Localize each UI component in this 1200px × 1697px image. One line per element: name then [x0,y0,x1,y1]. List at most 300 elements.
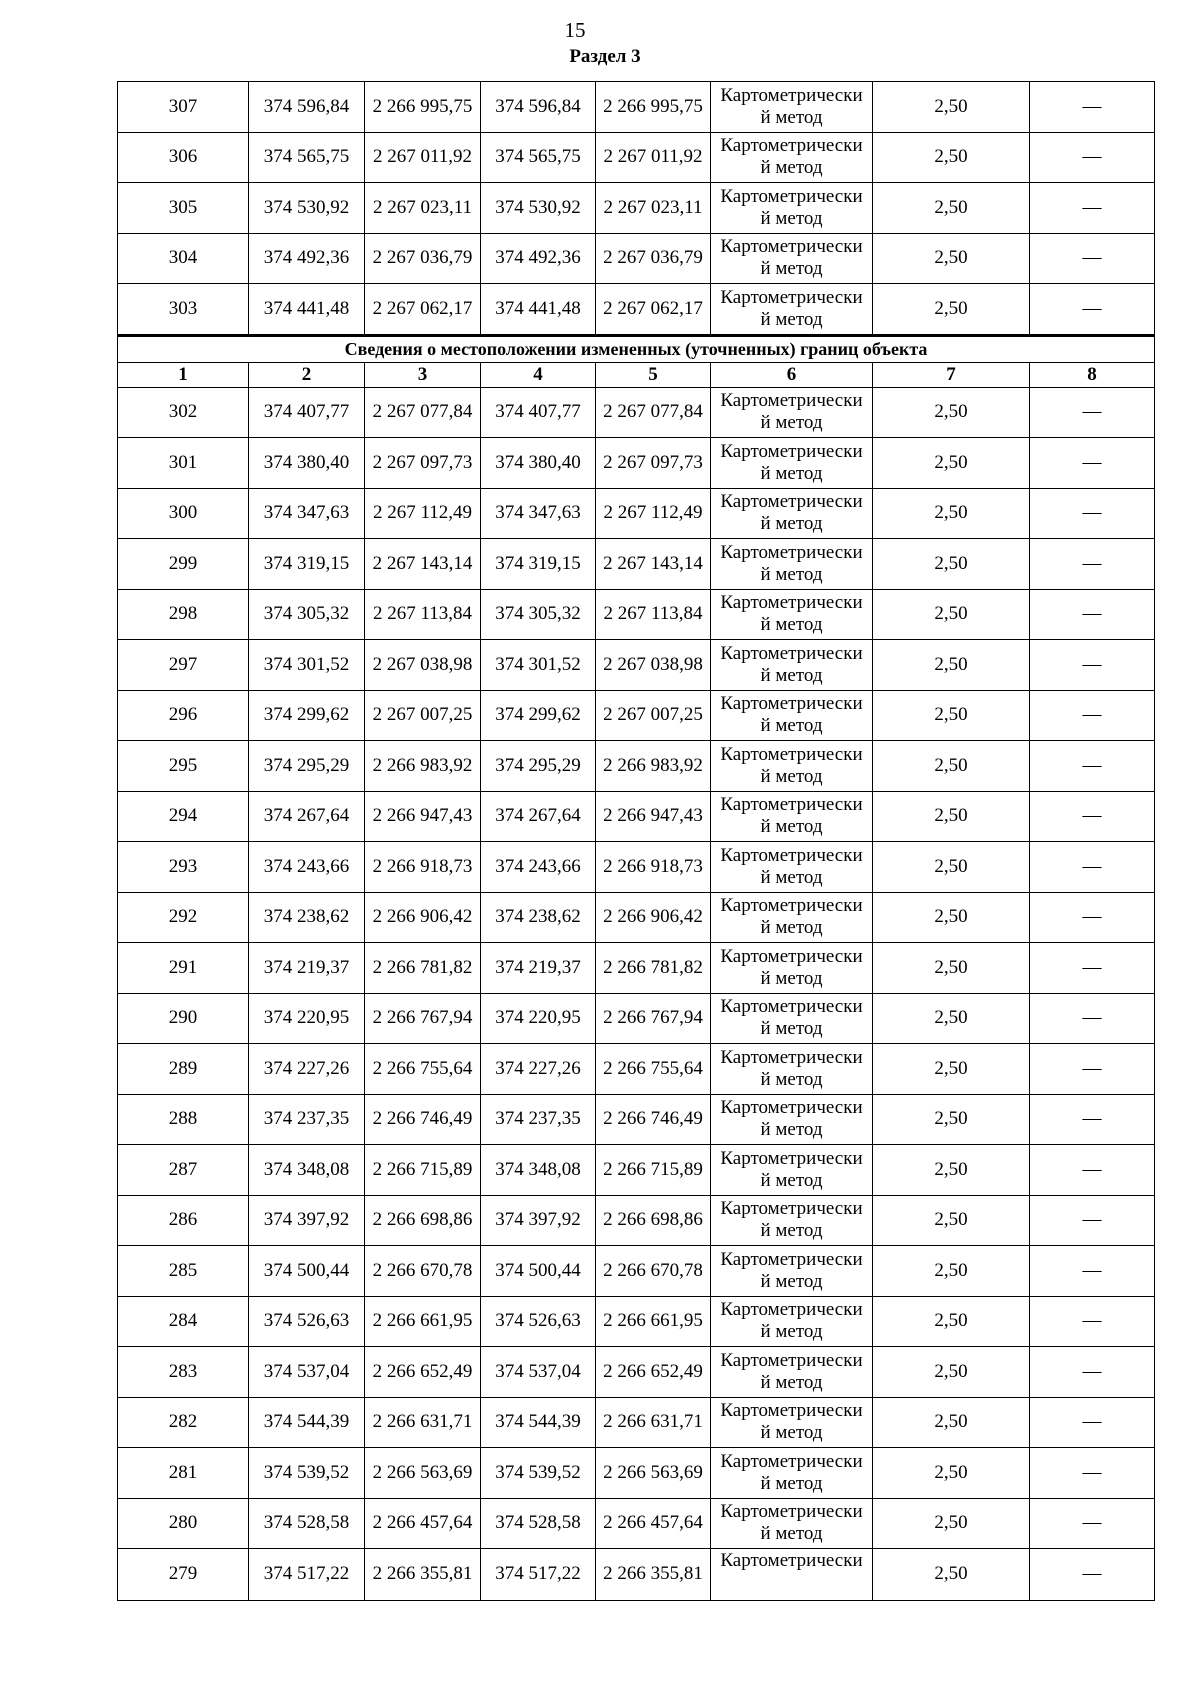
y-coordinate-new: 2 267 023,11 [596,183,711,234]
accuracy: 2,50 [873,1448,1030,1499]
y-coordinate: 2 267 011,92 [365,132,481,183]
y-coordinate: 2 267 062,17 [365,284,481,336]
table-row [118,640,1155,691]
method-cell [711,438,873,489]
x-coordinate-new: 374 305,32 [481,589,596,640]
method-cell [711,690,873,741]
x-coordinate: 374 517,22 [249,1549,365,1601]
accuracy: 2,50 [873,1094,1030,1145]
method-line: Картометрически [720,491,863,513]
description: — [1030,1296,1155,1347]
accuracy: 2,50 [873,1246,1030,1297]
point-number: 295 [118,741,249,792]
accuracy: 2,50 [873,640,1030,691]
x-coordinate-new: 374 220,95 [481,993,596,1044]
method-cell [711,589,873,640]
y-coordinate: 2 267 036,79 [365,233,481,284]
table-row [118,1549,1155,1601]
accuracy: 2,50 [873,943,1030,994]
method-line: й метод [760,1472,823,1494]
method-line: й метод [760,1018,823,1040]
y-coordinate-new: 2 266 995,75 [596,82,711,133]
description: — [1030,1145,1155,1196]
method-line: Картометрически [720,390,863,412]
x-coordinate-new: 374 596,84 [481,82,596,133]
method-cell [711,183,873,234]
table-row [118,82,1155,133]
method-cell [711,1145,873,1196]
y-coordinate: 2 266 906,42 [365,892,481,943]
accuracy: 2,50 [873,183,1030,234]
x-coordinate-new: 374 380,40 [481,438,596,489]
method-cell [711,1347,873,1398]
x-coordinate-new: 374 544,39 [481,1397,596,1448]
y-coordinate: 2 266 631,71 [365,1397,481,1448]
table-row [118,842,1155,893]
point-number: 303 [118,284,249,336]
x-coordinate-new: 374 227,26 [481,1044,596,1095]
y-coordinate-new: 2 266 355,81 [596,1549,711,1601]
x-coordinate-new: 374 267,64 [481,791,596,842]
method-cell [711,233,873,284]
column-number-row [118,362,1155,387]
x-coordinate-new: 374 441,48 [481,284,596,336]
table-row [118,1448,1155,1499]
method-line: й метод [760,816,823,838]
y-coordinate-new: 2 267 036,79 [596,233,711,284]
method-line: й метод [760,967,823,989]
description: — [1030,1195,1155,1246]
x-coordinate: 374 237,35 [249,1094,365,1145]
method-cell [711,1498,873,1549]
x-coordinate: 374 299,62 [249,690,365,741]
point-number: 306 [118,132,249,183]
method-line: Картометрически [720,440,863,462]
table-row [118,1498,1155,1549]
accuracy: 2,50 [873,1498,1030,1549]
section-title: Раздел 3 [569,46,641,67]
accuracy: 2,50 [873,132,1030,183]
description: — [1030,993,1155,1044]
y-coordinate: 2 266 983,92 [365,741,481,792]
method-cell [711,284,873,336]
y-coordinate-new: 2 266 631,71 [596,1397,711,1448]
method-line: й метод [760,1119,823,1141]
description: — [1030,1246,1155,1297]
method-line: Картометрически [720,1349,863,1371]
y-coordinate: 2 266 755,64 [365,1044,481,1095]
x-coordinate: 374 243,66 [249,842,365,893]
method-line: й метод [760,157,823,179]
y-coordinate: 2 267 143,14 [365,539,481,590]
point-number: 282 [118,1397,249,1448]
table-row [118,741,1155,792]
table-row [118,1347,1155,1398]
x-coordinate: 374 305,32 [249,589,365,640]
x-coordinate-new: 374 517,22 [481,1549,596,1601]
y-coordinate-new: 2 266 670,78 [596,1246,711,1297]
accuracy: 2,50 [873,993,1030,1044]
y-coordinate-new: 2 266 746,49 [596,1094,711,1145]
point-number: 280 [118,1498,249,1549]
rows-after [118,387,1155,1600]
method-line: Картометрически [720,1147,863,1169]
x-coordinate: 374 544,39 [249,1397,365,1448]
description: — [1030,539,1155,590]
point-number: 292 [118,892,249,943]
column-number: 6 [711,362,873,387]
accuracy: 2,50 [873,539,1030,590]
accuracy: 2,50 [873,741,1030,792]
table-row [118,183,1155,234]
method-line: й метод [760,462,823,484]
method-line: й метод [760,1422,823,1444]
y-coordinate-new: 2 267 143,14 [596,539,711,590]
accuracy: 2,50 [873,1044,1030,1095]
method-line: й метод [760,1523,823,1545]
x-coordinate-new: 374 530,92 [481,183,596,234]
method-line: Картометрически [720,844,863,866]
method-line: й метод [760,1169,823,1191]
method-line: й метод [760,563,823,585]
method-line: Картометрически [720,1248,863,1270]
y-coordinate-new: 2 266 755,64 [596,1044,711,1095]
method-line: Картометрически [720,1097,863,1119]
method-cell [711,1397,873,1448]
y-coordinate: 2 266 918,73 [365,842,481,893]
y-coordinate-new: 2 267 011,92 [596,132,711,183]
x-coordinate: 374 227,26 [249,1044,365,1095]
method-line: й метод [760,1068,823,1090]
table-row [118,438,1155,489]
method-line: Картометрически [720,236,863,258]
method-cell [711,892,873,943]
x-coordinate: 374 441,48 [249,284,365,336]
point-number: 293 [118,842,249,893]
accuracy: 2,50 [873,387,1030,438]
x-coordinate: 374 267,64 [249,791,365,842]
accuracy: 2,50 [873,233,1030,284]
accuracy: 2,50 [873,82,1030,133]
y-coordinate-new: 2 266 947,43 [596,791,711,842]
method-line: й метод [760,765,823,787]
accuracy: 2,50 [873,1296,1030,1347]
x-coordinate: 374 537,04 [249,1347,365,1398]
method-line: Картометрически [720,1450,863,1472]
description: — [1030,1498,1155,1549]
page-number: 15 [564,18,586,42]
method-line: Картометрически [720,1299,863,1321]
accuracy: 2,50 [873,1347,1030,1398]
table-row [118,387,1155,438]
method-line: Картометрически [720,794,863,816]
method-line: Картометрически [720,541,863,563]
x-coordinate: 374 539,52 [249,1448,365,1499]
y-coordinate-new: 2 266 715,89 [596,1145,711,1196]
table-row [118,1195,1155,1246]
x-coordinate-new: 374 348,08 [481,1145,596,1196]
method-cell [711,1549,873,1601]
method-line: Картометрически [720,1198,863,1220]
method-line: й метод [760,207,823,229]
method-line: Картометрически [720,1501,863,1523]
y-coordinate-new: 2 266 698,86 [596,1195,711,1246]
method-line: й метод [760,1371,823,1393]
accuracy: 2,50 [873,1195,1030,1246]
y-coordinate: 2 266 995,75 [365,82,481,133]
x-coordinate: 374 348,08 [249,1145,365,1196]
x-coordinate: 374 492,36 [249,233,365,284]
x-coordinate: 374 528,58 [249,1498,365,1549]
method-cell [711,741,873,792]
y-coordinate: 2 267 097,73 [365,438,481,489]
method-cell [711,539,873,590]
y-coordinate-new: 2 267 077,84 [596,387,711,438]
x-coordinate-new: 374 238,62 [481,892,596,943]
point-number: 279 [118,1549,249,1601]
method-cell [711,943,873,994]
y-coordinate-new: 2 267 097,73 [596,438,711,489]
y-coordinate: 2 266 563,69 [365,1448,481,1499]
method-line: й метод [760,664,823,686]
description: — [1030,82,1155,133]
point-number: 286 [118,1195,249,1246]
column-number: 1 [118,362,249,387]
method-line: й метод [760,866,823,888]
table-row [118,943,1155,994]
method-cell [711,1448,873,1499]
x-coordinate-new: 374 237,35 [481,1094,596,1145]
method-line: й метод [760,715,823,737]
table-row [118,539,1155,590]
point-number: 291 [118,943,249,994]
y-coordinate: 2 266 767,94 [365,993,481,1044]
table-row [118,1145,1155,1196]
description: — [1030,132,1155,183]
column-number: 2 [249,362,365,387]
x-coordinate: 374 526,63 [249,1296,365,1347]
y-coordinate-new: 2 266 661,95 [596,1296,711,1347]
description: — [1030,589,1155,640]
table-row [118,132,1155,183]
method-line: Картометрически [720,895,863,917]
method-line: Картометрически [720,185,863,207]
method-line: Картометрически [720,1550,863,1571]
x-coordinate: 374 220,95 [249,993,365,1044]
y-coordinate-new: 2 267 062,17 [596,284,711,336]
y-coordinate-new: 2 267 007,25 [596,690,711,741]
x-coordinate-new: 374 347,63 [481,488,596,539]
description: — [1030,1347,1155,1398]
y-coordinate: 2 266 715,89 [365,1145,481,1196]
method-cell [711,1094,873,1145]
column-number: 4 [481,362,596,387]
column-number: 8 [1030,362,1155,387]
method-line: й метод [760,308,823,330]
x-coordinate-new: 374 565,75 [481,132,596,183]
description: — [1030,1397,1155,1448]
point-number: 289 [118,1044,249,1095]
method-line: й метод [760,1321,823,1343]
method-cell [711,1246,873,1297]
accuracy: 2,50 [873,284,1030,336]
description: — [1030,943,1155,994]
method-line: й метод [760,258,823,280]
x-coordinate: 374 380,40 [249,438,365,489]
accuracy: 2,50 [873,1549,1030,1601]
x-coordinate-new: 374 537,04 [481,1347,596,1398]
column-number: 3 [365,362,481,387]
accuracy: 2,50 [873,1397,1030,1448]
subsection-title-row [118,335,1155,362]
method-line: й метод [760,1270,823,1292]
method-cell [711,791,873,842]
method-line: Картометрически [720,286,863,308]
method-cell [711,640,873,691]
method-cell [711,1044,873,1095]
accuracy: 2,50 [873,1145,1030,1196]
table-row [118,993,1155,1044]
method-line: й метод [760,917,823,939]
point-number: 300 [118,488,249,539]
table-row [118,589,1155,640]
method-line: Картометрически [720,693,863,715]
y-coordinate-new: 2 266 983,92 [596,741,711,792]
point-number: 305 [118,183,249,234]
method-line: Картометрически [720,84,863,106]
x-coordinate: 374 319,15 [249,539,365,590]
point-number: 301 [118,438,249,489]
y-coordinate-new: 2 266 652,49 [596,1347,711,1398]
table-row [118,892,1155,943]
y-coordinate: 2 267 077,84 [365,387,481,438]
point-number: 304 [118,233,249,284]
method-line: й метод [760,106,823,128]
point-number: 299 [118,539,249,590]
description: — [1030,741,1155,792]
point-number: 287 [118,1145,249,1196]
point-number: 284 [118,1296,249,1347]
method-cell [711,488,873,539]
accuracy: 2,50 [873,842,1030,893]
method-line: Картометрически [720,642,863,664]
accuracy: 2,50 [873,488,1030,539]
x-coordinate-new: 374 299,62 [481,690,596,741]
description: — [1030,892,1155,943]
description: — [1030,284,1155,336]
y-coordinate: 2 267 023,11 [365,183,481,234]
x-coordinate-new: 374 219,37 [481,943,596,994]
point-number: 296 [118,690,249,741]
accuracy: 2,50 [873,690,1030,741]
table-row [118,488,1155,539]
y-coordinate-new: 2 266 906,42 [596,892,711,943]
x-coordinate-new: 374 500,44 [481,1246,596,1297]
table-row [118,284,1155,336]
accuracy: 2,50 [873,589,1030,640]
description: — [1030,640,1155,691]
method-line: й метод [760,614,823,636]
method-cell [711,132,873,183]
y-coordinate-new: 2 266 563,69 [596,1448,711,1499]
y-coordinate: 2 266 652,49 [365,1347,481,1398]
y-coordinate: 2 266 457,64 [365,1498,481,1549]
description: — [1030,488,1155,539]
description: — [1030,438,1155,489]
y-coordinate: 2 266 781,82 [365,943,481,994]
x-coordinate: 374 565,75 [249,132,365,183]
description: — [1030,791,1155,842]
x-coordinate: 374 219,37 [249,943,365,994]
x-coordinate: 374 301,52 [249,640,365,691]
method-cell [711,1296,873,1347]
method-line: Картометрически [720,996,863,1018]
y-coordinate: 2 266 947,43 [365,791,481,842]
description: — [1030,1044,1155,1095]
y-coordinate: 2 267 007,25 [365,690,481,741]
y-coordinate: 2 267 038,98 [365,640,481,691]
x-coordinate-new: 374 528,58 [481,1498,596,1549]
method-line: Картометрически [720,1046,863,1068]
x-coordinate-new: 374 295,29 [481,741,596,792]
x-coordinate: 374 347,63 [249,488,365,539]
point-number: 297 [118,640,249,691]
table-row [118,1044,1155,1095]
method-cell [711,1195,873,1246]
point-number: 298 [118,589,249,640]
method-line: Картометрически [720,592,863,614]
x-coordinate-new: 374 319,15 [481,539,596,590]
x-coordinate: 374 407,77 [249,387,365,438]
description: — [1030,690,1155,741]
x-coordinate-new: 374 301,52 [481,640,596,691]
table-row [118,1246,1155,1297]
table-row [118,690,1155,741]
description: — [1030,183,1155,234]
table-row [118,791,1155,842]
x-coordinate: 374 500,44 [249,1246,365,1297]
rows-before [118,82,1155,336]
description: — [1030,1549,1155,1601]
x-coordinate: 374 397,92 [249,1195,365,1246]
description: — [1030,387,1155,438]
y-coordinate-new: 2 267 038,98 [596,640,711,691]
description: — [1030,1448,1155,1499]
x-coordinate-new: 374 492,36 [481,233,596,284]
method-cell [711,82,873,133]
point-number: 281 [118,1448,249,1499]
y-coordinate: 2 266 355,81 [365,1549,481,1601]
table-row [118,1094,1155,1145]
method-line: Картометрически [720,135,863,157]
x-coordinate: 374 238,62 [249,892,365,943]
point-number: 294 [118,791,249,842]
x-coordinate: 374 596,84 [249,82,365,133]
table-row [118,1296,1155,1347]
point-number: 290 [118,993,249,1044]
y-coordinate: 2 266 698,86 [365,1195,481,1246]
y-coordinate: 2 266 746,49 [365,1094,481,1145]
method-cell [711,842,873,893]
method-line: й метод [760,1220,823,1242]
x-coordinate-new: 374 397,92 [481,1195,596,1246]
description: — [1030,842,1155,893]
y-coordinate-new: 2 267 112,49 [596,488,711,539]
x-coordinate-new: 374 407,77 [481,387,596,438]
x-coordinate-new: 374 539,52 [481,1448,596,1499]
method-line: Картометрически [720,945,863,967]
coordinates-table [117,81,1155,1601]
